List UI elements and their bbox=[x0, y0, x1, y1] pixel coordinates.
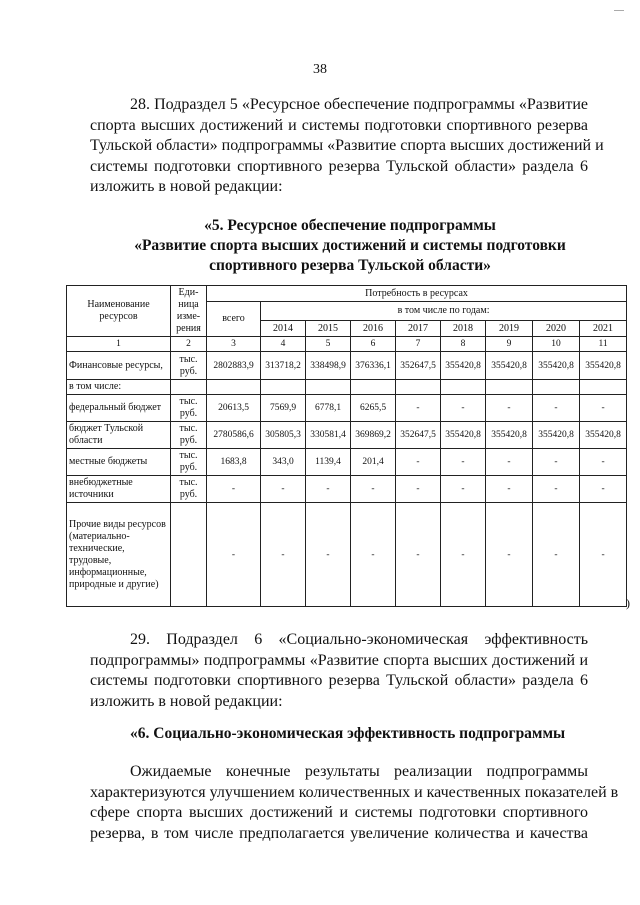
table-row bbox=[67, 352, 627, 380]
paragraph-28 bbox=[90, 95, 604, 198]
header-year: 2014 bbox=[261, 321, 306, 337]
year-value-cell: - bbox=[533, 395, 580, 422]
total-cell: - bbox=[207, 476, 261, 503]
table-closing-mark: ) bbox=[626, 596, 630, 610]
column-index: 11 bbox=[580, 337, 627, 352]
header-year: 2021 bbox=[580, 321, 627, 337]
column-index: 10 bbox=[533, 337, 580, 352]
year-value-cell: - bbox=[486, 476, 533, 503]
year-value-cell: 305805,3 bbox=[261, 422, 306, 449]
resource-name-cell: в том числе: bbox=[67, 380, 171, 395]
year-value-cell bbox=[533, 380, 580, 395]
year-value-cell: 369869,2 bbox=[351, 422, 396, 449]
paragraph-line: Тульской области» подпрограммы «Развитие спорта высших достижений и bbox=[90, 137, 604, 154]
header-need: Потребность в ресурсах bbox=[207, 286, 627, 302]
paragraph-line: Ожидаемые конечные результаты реализации подпрограммы bbox=[130, 763, 588, 780]
year-value-cell: - bbox=[441, 503, 486, 607]
total-cell: - bbox=[207, 503, 261, 607]
paragraph-line: спорта высших достижений и системы подготовки спортивного резерва bbox=[90, 116, 588, 134]
table-row bbox=[67, 380, 627, 395]
header-unit: Еди-ница изме-рения bbox=[171, 286, 207, 337]
year-value-cell: 6778,1 bbox=[306, 395, 351, 422]
column-index: 8 bbox=[441, 337, 486, 352]
year-value-cell: - bbox=[486, 449, 533, 476]
year-value-cell bbox=[580, 380, 627, 395]
table-row bbox=[67, 503, 627, 607]
year-value-cell: - bbox=[396, 503, 441, 607]
unit-cell bbox=[171, 503, 207, 607]
column-index: 3 bbox=[207, 337, 261, 352]
year-value-cell: - bbox=[441, 449, 486, 476]
section-5-title-line: спортивного резерва Тульской области» bbox=[209, 257, 491, 274]
column-index: 9 bbox=[486, 337, 533, 352]
year-value-cell bbox=[396, 380, 441, 395]
column-index: 1 bbox=[67, 337, 171, 352]
section-5-title-line: «Развитие спорта высших достижений и системы подготовки bbox=[134, 237, 566, 254]
year-value-cell: 355420,8 bbox=[580, 352, 627, 380]
year-value-cell: - bbox=[533, 449, 580, 476]
paragraph-line: системы подготовки спортивного резерва Тульской области» раздела 6 bbox=[90, 157, 588, 175]
paragraph-line: изложить в новой редакции: bbox=[90, 692, 283, 710]
column-index: 4 bbox=[261, 337, 306, 352]
total-cell: 1683,8 bbox=[207, 449, 261, 476]
total-cell: 2780586,6 bbox=[207, 422, 261, 449]
paragraph-line: системы подготовки спортивного резерва Тульской области» раздела 6 bbox=[90, 672, 588, 689]
header-year: 2018 bbox=[441, 321, 486, 337]
year-value-cell: - bbox=[306, 503, 351, 607]
resource-name-cell: Прочие виды ресурсов (материально-технические, трудовые, информационные, природные и другие) bbox=[67, 503, 171, 607]
table-row bbox=[67, 422, 627, 449]
total-cell: 20613,5 bbox=[207, 395, 261, 422]
column-index: 7 bbox=[396, 337, 441, 352]
year-value-cell bbox=[486, 380, 533, 395]
year-value-cell: 355420,8 bbox=[441, 352, 486, 380]
year-value-cell: 201,4 bbox=[351, 449, 396, 476]
year-value-cell: - bbox=[306, 476, 351, 503]
column-index: 5 bbox=[306, 337, 351, 352]
year-value-cell bbox=[306, 380, 351, 395]
table-row bbox=[67, 395, 627, 422]
section-5-title bbox=[110, 216, 590, 276]
year-value-cell: 313718,2 bbox=[261, 352, 306, 380]
header-year: 2016 bbox=[351, 321, 396, 337]
corner-mark bbox=[614, 10, 624, 11]
year-value-cell: 355420,8 bbox=[580, 422, 627, 449]
year-value-cell: 7569,9 bbox=[261, 395, 306, 422]
year-value-cell: 330581,4 bbox=[306, 422, 351, 449]
year-value-cell: 355420,8 bbox=[486, 422, 533, 449]
resource-name-cell: бюджет Тульской области bbox=[67, 422, 171, 449]
year-value-cell: - bbox=[441, 476, 486, 503]
total-cell: 2802883,9 bbox=[207, 352, 261, 380]
year-value-cell bbox=[351, 380, 396, 395]
year-value-cell: 343,0 bbox=[261, 449, 306, 476]
column-index: 2 bbox=[171, 337, 207, 352]
paragraph-line: 29. Подраздел 6 «Социально-экономическая эффективность bbox=[130, 631, 588, 648]
paragraph-results bbox=[90, 762, 619, 844]
year-value-cell: - bbox=[396, 449, 441, 476]
resource-name-cell: федеральный бюджет bbox=[67, 395, 171, 422]
year-value-cell: - bbox=[580, 449, 627, 476]
section-5-title-line: «5. Ресурсное обеспечение подпрограммы bbox=[204, 217, 496, 234]
resource-name-cell: Финансовые ресурсы, bbox=[67, 352, 171, 380]
header-year: 2017 bbox=[396, 321, 441, 337]
table-row bbox=[67, 449, 627, 476]
year-value-cell bbox=[261, 380, 306, 395]
year-value-cell: - bbox=[261, 476, 306, 503]
header-total: всего bbox=[207, 302, 261, 337]
year-value-cell: 352647,5 bbox=[396, 352, 441, 380]
year-value-cell: - bbox=[351, 476, 396, 503]
unit-cell: тыс. руб. bbox=[171, 449, 207, 476]
paragraph-line: изложить в новой редакции: bbox=[90, 178, 283, 195]
resource-name-cell: внебюджетные источники bbox=[67, 476, 171, 503]
year-value-cell: - bbox=[533, 503, 580, 607]
paragraph-29 bbox=[90, 630, 588, 712]
year-value-cell: - bbox=[486, 395, 533, 422]
unit-cell: тыс. руб. bbox=[171, 352, 207, 380]
year-value-cell: 355420,8 bbox=[486, 352, 533, 380]
page-number: 38 bbox=[313, 62, 327, 77]
year-value-cell: 352647,5 bbox=[396, 422, 441, 449]
year-value-cell: - bbox=[396, 395, 441, 422]
total-cell bbox=[207, 380, 261, 395]
year-value-cell: - bbox=[580, 476, 627, 503]
year-value-cell: 376336,1 bbox=[351, 352, 396, 380]
resource-name-cell: местные бюджеты bbox=[67, 449, 171, 476]
header-resource-name: Наименование ресурсов bbox=[67, 286, 171, 337]
year-value-cell: - bbox=[486, 503, 533, 607]
year-value-cell: 355420,8 bbox=[533, 352, 580, 380]
year-value-cell: 6265,5 bbox=[351, 395, 396, 422]
year-value-cell: - bbox=[533, 476, 580, 503]
unit-cell: тыс. руб. bbox=[171, 395, 207, 422]
year-value-cell: - bbox=[441, 395, 486, 422]
table-row bbox=[67, 476, 627, 503]
unit-cell: тыс. руб. bbox=[171, 476, 207, 503]
header-year: 2019 bbox=[486, 321, 533, 337]
section-6-title: «6. Социально-экономическая эффективность подпрограммы bbox=[130, 725, 566, 742]
year-value-cell bbox=[441, 380, 486, 395]
year-value-cell: 355420,8 bbox=[441, 422, 486, 449]
paragraph-line: сфере спорта высших достижений и системы подготовки спортивного bbox=[90, 804, 588, 821]
paragraph-line: характеризуются улучшением количественных и качественных показателей в bbox=[90, 783, 619, 801]
resources-table bbox=[66, 285, 627, 607]
year-value-cell: - bbox=[580, 503, 627, 607]
column-index: 6 bbox=[351, 337, 396, 352]
paragraph-line: 28. Подраздел 5 «Ресурсное обеспечение подпрограммы «Развитие bbox=[130, 96, 588, 113]
year-value-cell: - bbox=[351, 503, 396, 607]
unit-cell bbox=[171, 380, 207, 395]
year-value-cell: - bbox=[580, 395, 627, 422]
year-value-cell: - bbox=[396, 476, 441, 503]
header-year: 2020 bbox=[533, 321, 580, 337]
paragraph-line: подпрограммы» подпрограммы «Развитие спорта высших достижений и bbox=[90, 651, 588, 669]
header-year: 2015 bbox=[306, 321, 351, 337]
year-value-cell: 355420,8 bbox=[533, 422, 580, 449]
year-value-cell: - bbox=[261, 503, 306, 607]
year-value-cell: 338498,9 bbox=[306, 352, 351, 380]
paragraph-line: резерва, в том числе предполагается увеличение количества и качества bbox=[90, 824, 588, 842]
header-by-year: в том числе по годам: bbox=[261, 302, 627, 321]
unit-cell: тыс. руб. bbox=[171, 422, 207, 449]
year-value-cell: 1139,4 bbox=[306, 449, 351, 476]
